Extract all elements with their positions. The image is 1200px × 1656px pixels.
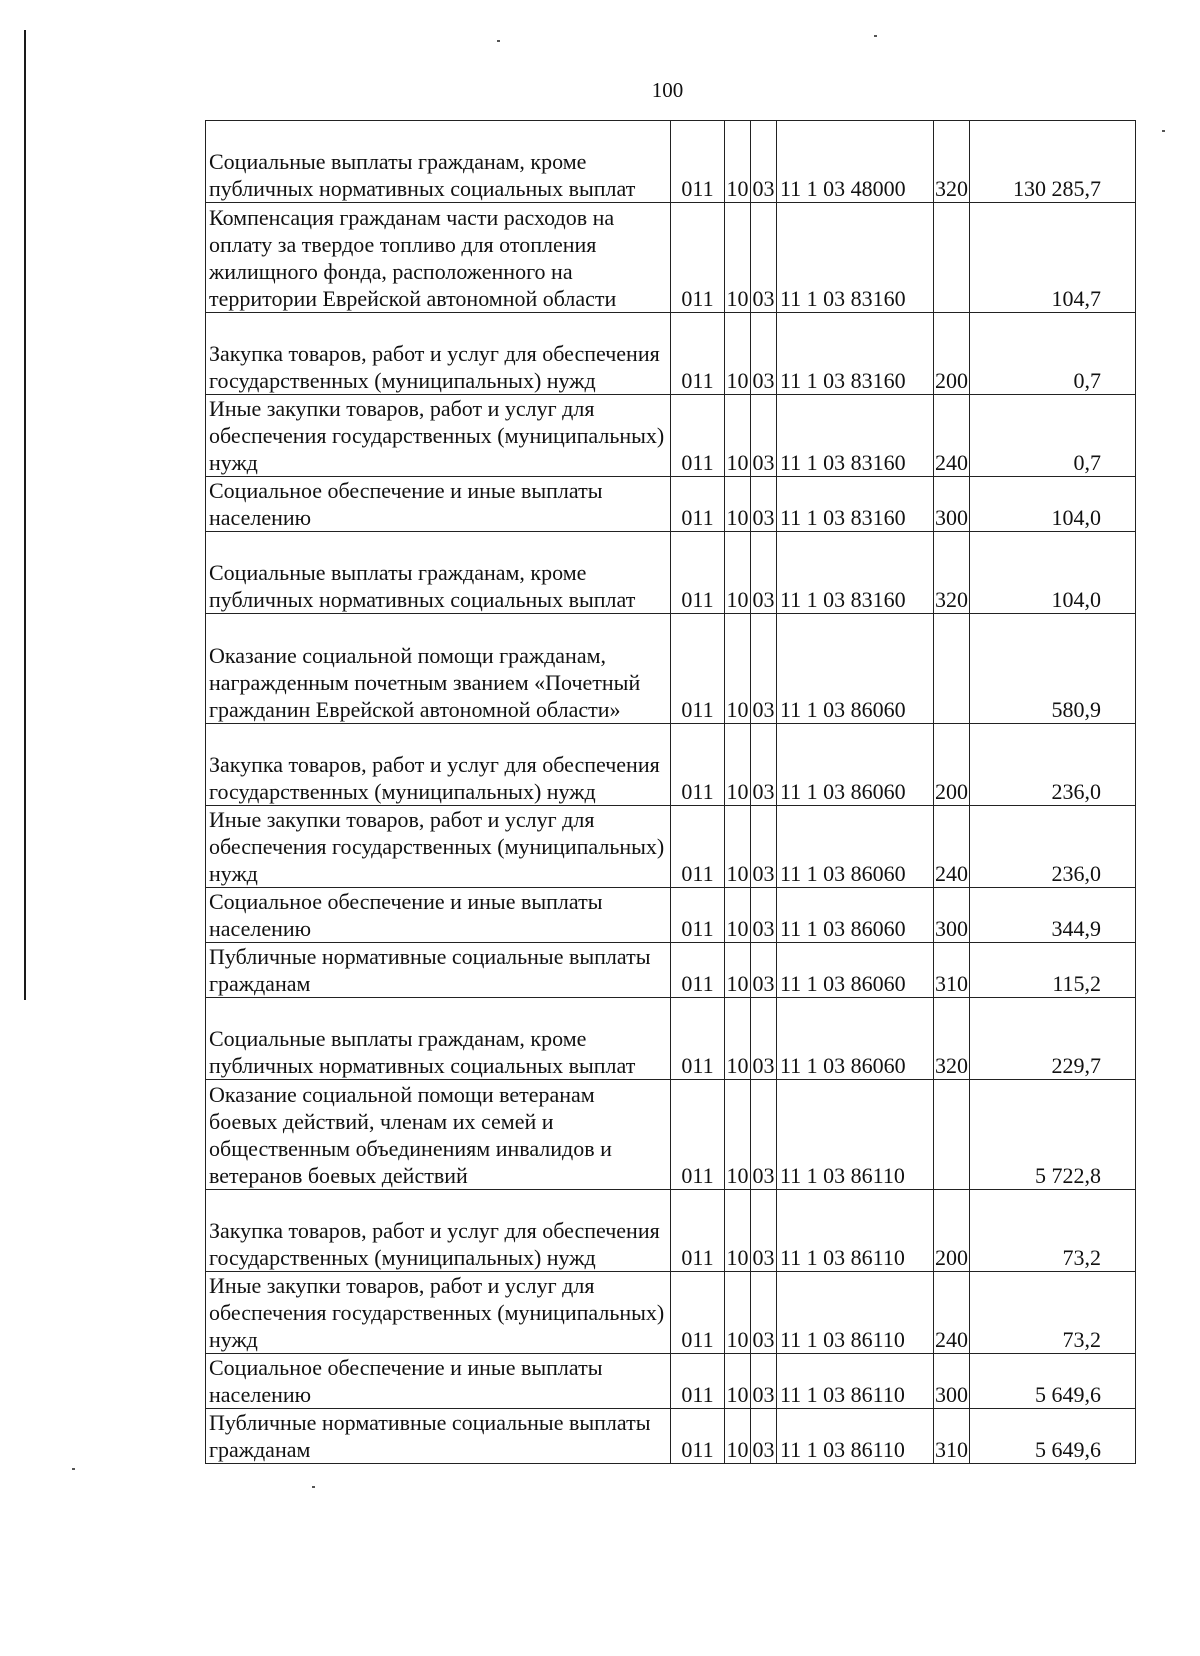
row-name-cell: Социальное обеспечение и иные выплаты населению [206,1354,671,1409]
table-row [206,1272,1136,1354]
section-code-cell: 10 [725,121,751,203]
ministry-code-cell: 011 [671,806,725,888]
section-code-cell: 10 [725,1190,751,1272]
row-name-cell: Закупка товаров, работ и услуг для обеспечения государственных (муниципальных) нужд [206,724,671,806]
row-name-cell: Социальные выплаты гражданам, кроме публичных нормативных социальных выплат [206,121,671,203]
expense-type-code-cell [934,614,970,724]
expense-type-code-cell: 310 [934,1409,970,1464]
row-name-cell: Оказание социальной помощи ветеранам боевых действий, членам их семей и общественным объединениям инвалидов и ветеранов боевых действий [206,1080,671,1190]
target-article-code-cell: 11 1 03 86110 [777,1190,934,1272]
amount-cell: 580,9 [970,614,1136,724]
page-number: 100 [651,78,684,102]
section-code-cell: 10 [725,395,751,477]
ministry-code-cell: 011 [671,203,725,313]
section-code-cell: 10 [725,998,751,1080]
target-article-code-cell: 11 1 03 86060 [777,998,934,1080]
amount-cell: 104,0 [970,477,1136,532]
subsection-code-cell: 03 [751,1080,777,1190]
amount-cell: 0,7 [970,395,1136,477]
ministry-code-cell: 011 [671,395,725,477]
scan-speck [72,1468,75,1470]
amount-cell: 104,0 [970,532,1136,614]
expense-type-code-cell: 200 [934,313,970,395]
amount-cell: 236,0 [970,806,1136,888]
expense-type-code-cell: 320 [934,532,970,614]
section-code-cell: 10 [725,203,751,313]
row-name-cell: Социальные выплаты гражданам, кроме публичных нормативных социальных выплат [206,998,671,1080]
target-article-code-cell: 11 1 03 83160 [777,203,934,313]
ministry-code-cell: 011 [671,998,725,1080]
expense-type-code-cell: 310 [934,943,970,998]
ministry-code-cell: 011 [671,532,725,614]
subsection-code-cell: 03 [751,1272,777,1354]
subsection-code-cell: 03 [751,1354,777,1409]
table-row [206,1190,1136,1272]
row-name-cell: Социальное обеспечение и иные выплаты населению [206,477,671,532]
expense-type-code-cell: 300 [934,477,970,532]
section-code-cell: 10 [725,532,751,614]
table-row [206,888,1136,943]
subsection-code-cell: 03 [751,395,777,477]
target-article-code-cell: 11 1 03 86110 [777,1354,934,1409]
scan-speck [312,1486,315,1488]
amount-cell: 5 649,6 [970,1354,1136,1409]
table-row [206,614,1136,724]
table-row [206,1354,1136,1409]
ministry-code-cell: 011 [671,724,725,806]
subsection-code-cell: 03 [751,532,777,614]
target-article-code-cell: 11 1 03 86110 [777,1409,934,1464]
row-name-cell: Публичные нормативные социальные выплаты гражданам [206,943,671,998]
section-code-cell: 10 [725,313,751,395]
target-article-code-cell: 11 1 03 86110 [777,1272,934,1354]
row-name-cell: Иные закупки товаров, работ и услуг для обеспечения государственных (муниципальных) нужд [206,1272,671,1354]
amount-cell: 229,7 [970,998,1136,1080]
target-article-code-cell: 11 1 03 86060 [777,614,934,724]
expense-type-code-cell: 320 [934,998,970,1080]
ministry-code-cell: 011 [671,943,725,998]
target-article-code-cell: 11 1 03 86060 [777,943,934,998]
target-article-code-cell: 11 1 03 83160 [777,477,934,532]
subsection-code-cell: 03 [751,1190,777,1272]
expense-type-code-cell: 300 [934,1354,970,1409]
scan-speck [874,35,877,37]
subsection-code-cell: 03 [751,477,777,532]
target-article-code-cell: 11 1 03 83160 [777,395,934,477]
expense-type-code-cell: 200 [934,1190,970,1272]
amount-cell: 130 285,7 [970,121,1136,203]
amount-cell: 73,2 [970,1272,1136,1354]
section-code-cell: 10 [725,806,751,888]
subsection-code-cell: 03 [751,121,777,203]
section-code-cell: 10 [725,477,751,532]
ministry-code-cell: 011 [671,313,725,395]
subsection-code-cell: 03 [751,724,777,806]
expense-type-code-cell: 240 [934,395,970,477]
scan-margin-line [24,30,26,1000]
table-row [206,806,1136,888]
table-row [206,532,1136,614]
subsection-code-cell: 03 [751,806,777,888]
row-name-cell: Публичные нормативные социальные выплаты гражданам [206,1409,671,1464]
section-code-cell: 10 [725,888,751,943]
scan-speck [497,40,500,42]
amount-cell: 73,2 [970,1190,1136,1272]
amount-cell: 236,0 [970,724,1136,806]
table-row [206,121,1136,203]
section-code-cell: 10 [725,724,751,806]
expense-type-code-cell: 300 [934,888,970,943]
table-row [206,998,1136,1080]
expense-type-code-cell [934,1080,970,1190]
table-row [206,477,1136,532]
target-article-code-cell: 11 1 03 86060 [777,806,934,888]
ministry-code-cell: 011 [671,888,725,943]
ministry-code-cell: 011 [671,1080,725,1190]
scan-speck [1162,130,1165,132]
subsection-code-cell: 03 [751,614,777,724]
table-row [206,313,1136,395]
target-article-code-cell: 11 1 03 83160 [777,313,934,395]
amount-cell: 5 722,8 [970,1080,1136,1190]
subsection-code-cell: 03 [751,1409,777,1464]
expense-type-code-cell [934,203,970,313]
subsection-code-cell: 03 [751,203,777,313]
expense-type-code-cell: 240 [934,1272,970,1354]
ministry-code-cell: 011 [671,477,725,532]
ministry-code-cell: 011 [671,1190,725,1272]
section-code-cell: 10 [725,614,751,724]
row-name-cell: Социальное обеспечение и иные выплаты населению [206,888,671,943]
amount-cell: 5 649,6 [970,1409,1136,1464]
ministry-code-cell: 011 [671,614,725,724]
section-code-cell: 10 [725,1409,751,1464]
table-row [206,943,1136,998]
section-code-cell: 10 [725,943,751,998]
row-name-cell: Закупка товаров, работ и услуг для обеспечения государственных (муниципальных) нужд [206,313,671,395]
table-row [206,395,1136,477]
target-article-code-cell: 11 1 03 83160 [777,532,934,614]
amount-cell: 115,2 [970,943,1136,998]
subsection-code-cell: 03 [751,998,777,1080]
ministry-code-cell: 011 [671,1409,725,1464]
section-code-cell: 10 [725,1272,751,1354]
section-code-cell: 10 [725,1354,751,1409]
target-article-code-cell: 11 1 03 86110 [777,1080,934,1190]
table-row [206,203,1136,313]
expense-type-code-cell: 240 [934,806,970,888]
section-code-cell: 10 [725,1080,751,1190]
target-article-code-cell: 11 1 03 86060 [777,724,934,806]
subsection-code-cell: 03 [751,888,777,943]
table-row [206,724,1136,806]
target-article-code-cell: 11 1 03 48000 [777,121,934,203]
row-name-cell: Иные закупки товаров, работ и услуг для обеспечения государственных (муниципальных) нужд [206,395,671,477]
subsection-code-cell: 03 [751,313,777,395]
ministry-code-cell: 011 [671,1272,725,1354]
row-name-cell: Закупка товаров, работ и услуг для обеспечения государственных (муниципальных) нужд [206,1190,671,1272]
table-row [206,1080,1136,1190]
row-name-cell: Оказание социальной помощи гражданам, награжденным почетным званием «Почетный гражданин Еврейской автономной области» [206,614,671,724]
expense-type-code-cell: 320 [934,121,970,203]
amount-cell: 0,7 [970,313,1136,395]
subsection-code-cell: 03 [751,943,777,998]
ministry-code-cell: 011 [671,121,725,203]
amount-cell: 344,9 [970,888,1136,943]
table-row [206,1409,1136,1464]
budget-table [205,120,1136,1464]
target-article-code-cell: 11 1 03 86060 [777,888,934,943]
row-name-cell: Социальные выплаты гражданам, кроме публичных нормативных социальных выплат [206,532,671,614]
ministry-code-cell: 011 [671,1354,725,1409]
amount-cell: 104,7 [970,203,1136,313]
expense-type-code-cell: 200 [934,724,970,806]
row-name-cell: Иные закупки товаров, работ и услуг для обеспечения государственных (муниципальных) нужд [206,806,671,888]
row-name-cell: Компенсация гражданам части расходов на оплату за твердое топливо для отопления жилищного фонда, расположенного на территории Еврейской автономной области [206,203,671,313]
